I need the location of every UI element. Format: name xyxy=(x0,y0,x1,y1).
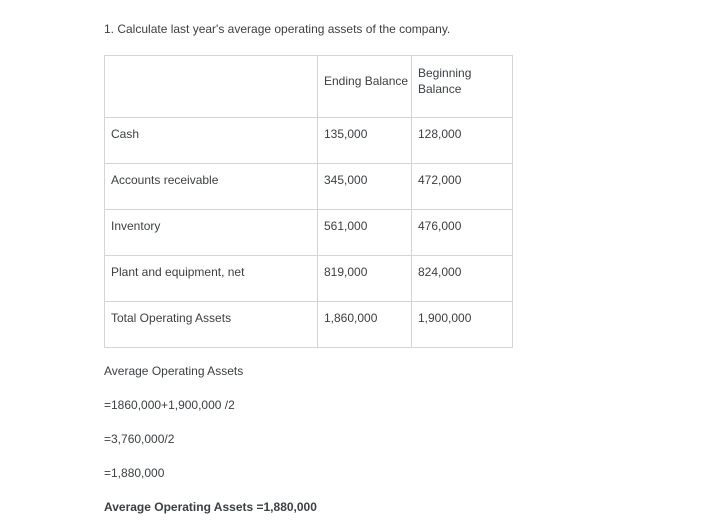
beginning-balance-cell: 472,000 xyxy=(412,164,513,210)
beginning-balance-cell: 476,000 xyxy=(412,210,513,256)
beginning-balance-cell: 824,000 xyxy=(412,256,513,302)
row-label-cell: Plant and equipment, net xyxy=(105,256,318,302)
table-row-plant-equipment xyxy=(105,256,513,302)
operating-assets-table xyxy=(104,55,513,348)
table-row-cash xyxy=(105,118,513,164)
ending-balance-cell: 561,000 xyxy=(318,210,412,256)
row-label-cell: Accounts receivable xyxy=(105,164,318,210)
column-header-beginning-balance: Beginning Balance xyxy=(412,56,513,118)
ending-balance-cell: 819,000 xyxy=(318,256,412,302)
solution-heading: Average Operating Assets xyxy=(104,364,244,378)
row-label-cell: Cash xyxy=(105,118,318,164)
table-row-total-operating-assets xyxy=(105,302,513,348)
calculation-step-3: =1,880,000 xyxy=(104,466,165,480)
row-label-cell: Inventory xyxy=(105,210,318,256)
beginning-balance-cell: 1,900,000 xyxy=(412,302,513,348)
ending-balance-cell: 135,000 xyxy=(318,118,412,164)
beginning-balance-cell: 128,000 xyxy=(412,118,513,164)
table-row-inventory xyxy=(105,210,513,256)
ending-balance-cell: 1,860,000 xyxy=(318,302,412,348)
row-label-cell: Total Operating Assets xyxy=(105,302,318,348)
table-header-row xyxy=(105,56,513,118)
table-row-accounts-receivable xyxy=(105,164,513,210)
final-answer: Average Operating Assets =1,880,000 xyxy=(104,500,317,514)
column-header-ending-balance: Ending Balance xyxy=(318,56,412,118)
calculation-step-1: =1860,000+1,900,000 /2 xyxy=(104,398,235,412)
column-header-empty xyxy=(105,56,318,118)
ending-balance-cell: 345,000 xyxy=(318,164,412,210)
calculation-step-2: =3,760,000/2 xyxy=(104,432,175,446)
solution-section xyxy=(104,364,616,514)
question-title: 1. Calculate last year's average operating assets of the company. xyxy=(104,22,451,36)
